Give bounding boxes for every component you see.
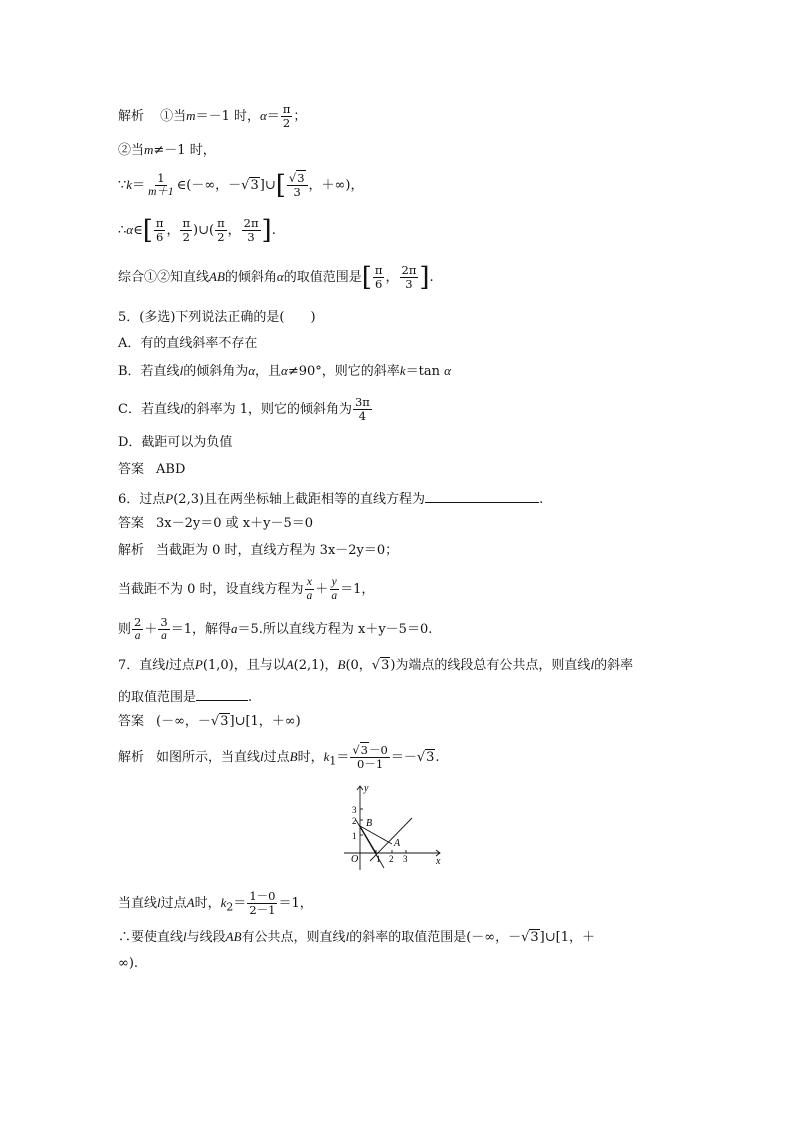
option-d: D．截距可以为负值 <box>118 435 233 450</box>
answer-6: 答案 3x－2y＝0 或 x＋y－5＝0 <box>118 516 313 531</box>
sqrt: √3 <box>241 178 259 193</box>
fraction: $\frac{1}{m+1}$ <box>148 171 174 198</box>
question-6: 6．过点P(2,3)且在两坐标轴上截距相等的直线方程为 . <box>118 488 543 509</box>
solution-tag: 解析 <box>118 109 145 124</box>
svg-text:y: y <box>364 783 369 794</box>
coordinate-figure <box>340 782 444 872</box>
option-c: C．若直线l的斜率为 1，则它的倾斜角为 $\frac{3\pi}{4}$ <box>118 395 370 423</box>
question-5-title: 5．(多选)下列说法正确的是( ) <box>118 310 316 325</box>
solution-6-line-2: 当截距不为 0 时，设直线方程为 $\frac{x}{a}$ ＋ $\frac{y}{a}$ ＝1， <box>118 576 375 602</box>
question-7-line-1: 7．直线l过点P(1,0)，且与以A(2,1)，B(0，√3)为端点的线段总有公共点，则直线l的斜率 <box>118 657 634 673</box>
question-7-line-2: 的取值范围是 . <box>118 686 252 707</box>
svg-text:2: 2 <box>389 854 394 864</box>
solution-line-3: ∵k＝ $\frac{1}{m+1}$ ∈(－∞，－√3]∪[ $\frac{√3}{3}$ ，＋∞)， <box>118 170 364 201</box>
svg-text:3: 3 <box>352 805 357 815</box>
solution-7-line-4: ∞). <box>118 956 139 971</box>
solution-line-5: 综合①②知直线AB的倾斜角α的取值范围是[ $\frac{\pi}{6}$ ， $\frac{2\pi}{3}$ ]. <box>118 262 434 293</box>
solution-line-1: 解析 ①当m＝－1 时，α＝ $\frac{\pi}{2}$ ； <box>118 102 307 130</box>
solution-7-line-2: 当直线l过点A时，$k_2=$ $\frac{1-0}{2-1}$ ＝1， <box>118 889 313 917</box>
fraction: $\frac{√3}{3}$ <box>287 172 308 199</box>
fraction: $\frac{\pi}{2}$ <box>282 102 291 130</box>
svg-text:1: 1 <box>376 854 381 864</box>
answer-blank <box>425 488 539 503</box>
svg-text:A: A <box>394 838 401 849</box>
svg-text:O: O <box>351 854 359 865</box>
svg-text:1: 1 <box>352 831 357 841</box>
solution-6-line-1: 解析 当截距为 0 时，直线方程为 3x－2y＝0； <box>118 543 399 558</box>
answer-5: 答案 ABD <box>118 462 186 477</box>
solution-7-line-1: 解析 如图所示，当直线l过点B时，$k_1=$ $\frac{√3-0}{0-1}$ ＝－√3. <box>118 743 440 771</box>
svg-text:2: 2 <box>352 816 357 826</box>
solution-line-2: ②当m≠－1 时， <box>118 142 216 158</box>
svg-text:3: 3 <box>403 854 408 864</box>
svg-text:x: x <box>436 856 441 867</box>
svg-text:B: B <box>366 818 373 829</box>
option-a: A．有的直线斜率不存在 <box>118 336 258 351</box>
solution-7-line-3: ∴要使直线l与线段AB有公共点，则直线l的斜率的取值范围是(－∞，－√3]∪[1，＋ <box>118 929 595 945</box>
solution-6-line-3: 则 $\frac{2}{a}$ ＋ $\frac{3}{a}$ ＝1，解得a＝5.所以直线方程为 x＋y－5＝0. <box>118 615 433 642</box>
option-b: B．若直线l的倾斜角为α，且α≠90°，则它的斜率k＝tan α <box>118 363 451 379</box>
solution-line-4: ∴α∈[ $\frac{\pi}{6}$ ， $\frac{\pi}{2}$ )∪( $\frac{\pi}{2}$ ， $\frac{2\pi}{3}$ ]. <box>118 215 276 246</box>
answer-blank <box>196 686 248 701</box>
answer-7: 答案 (－∞，－√3]∪[1，＋∞) <box>118 714 301 729</box>
